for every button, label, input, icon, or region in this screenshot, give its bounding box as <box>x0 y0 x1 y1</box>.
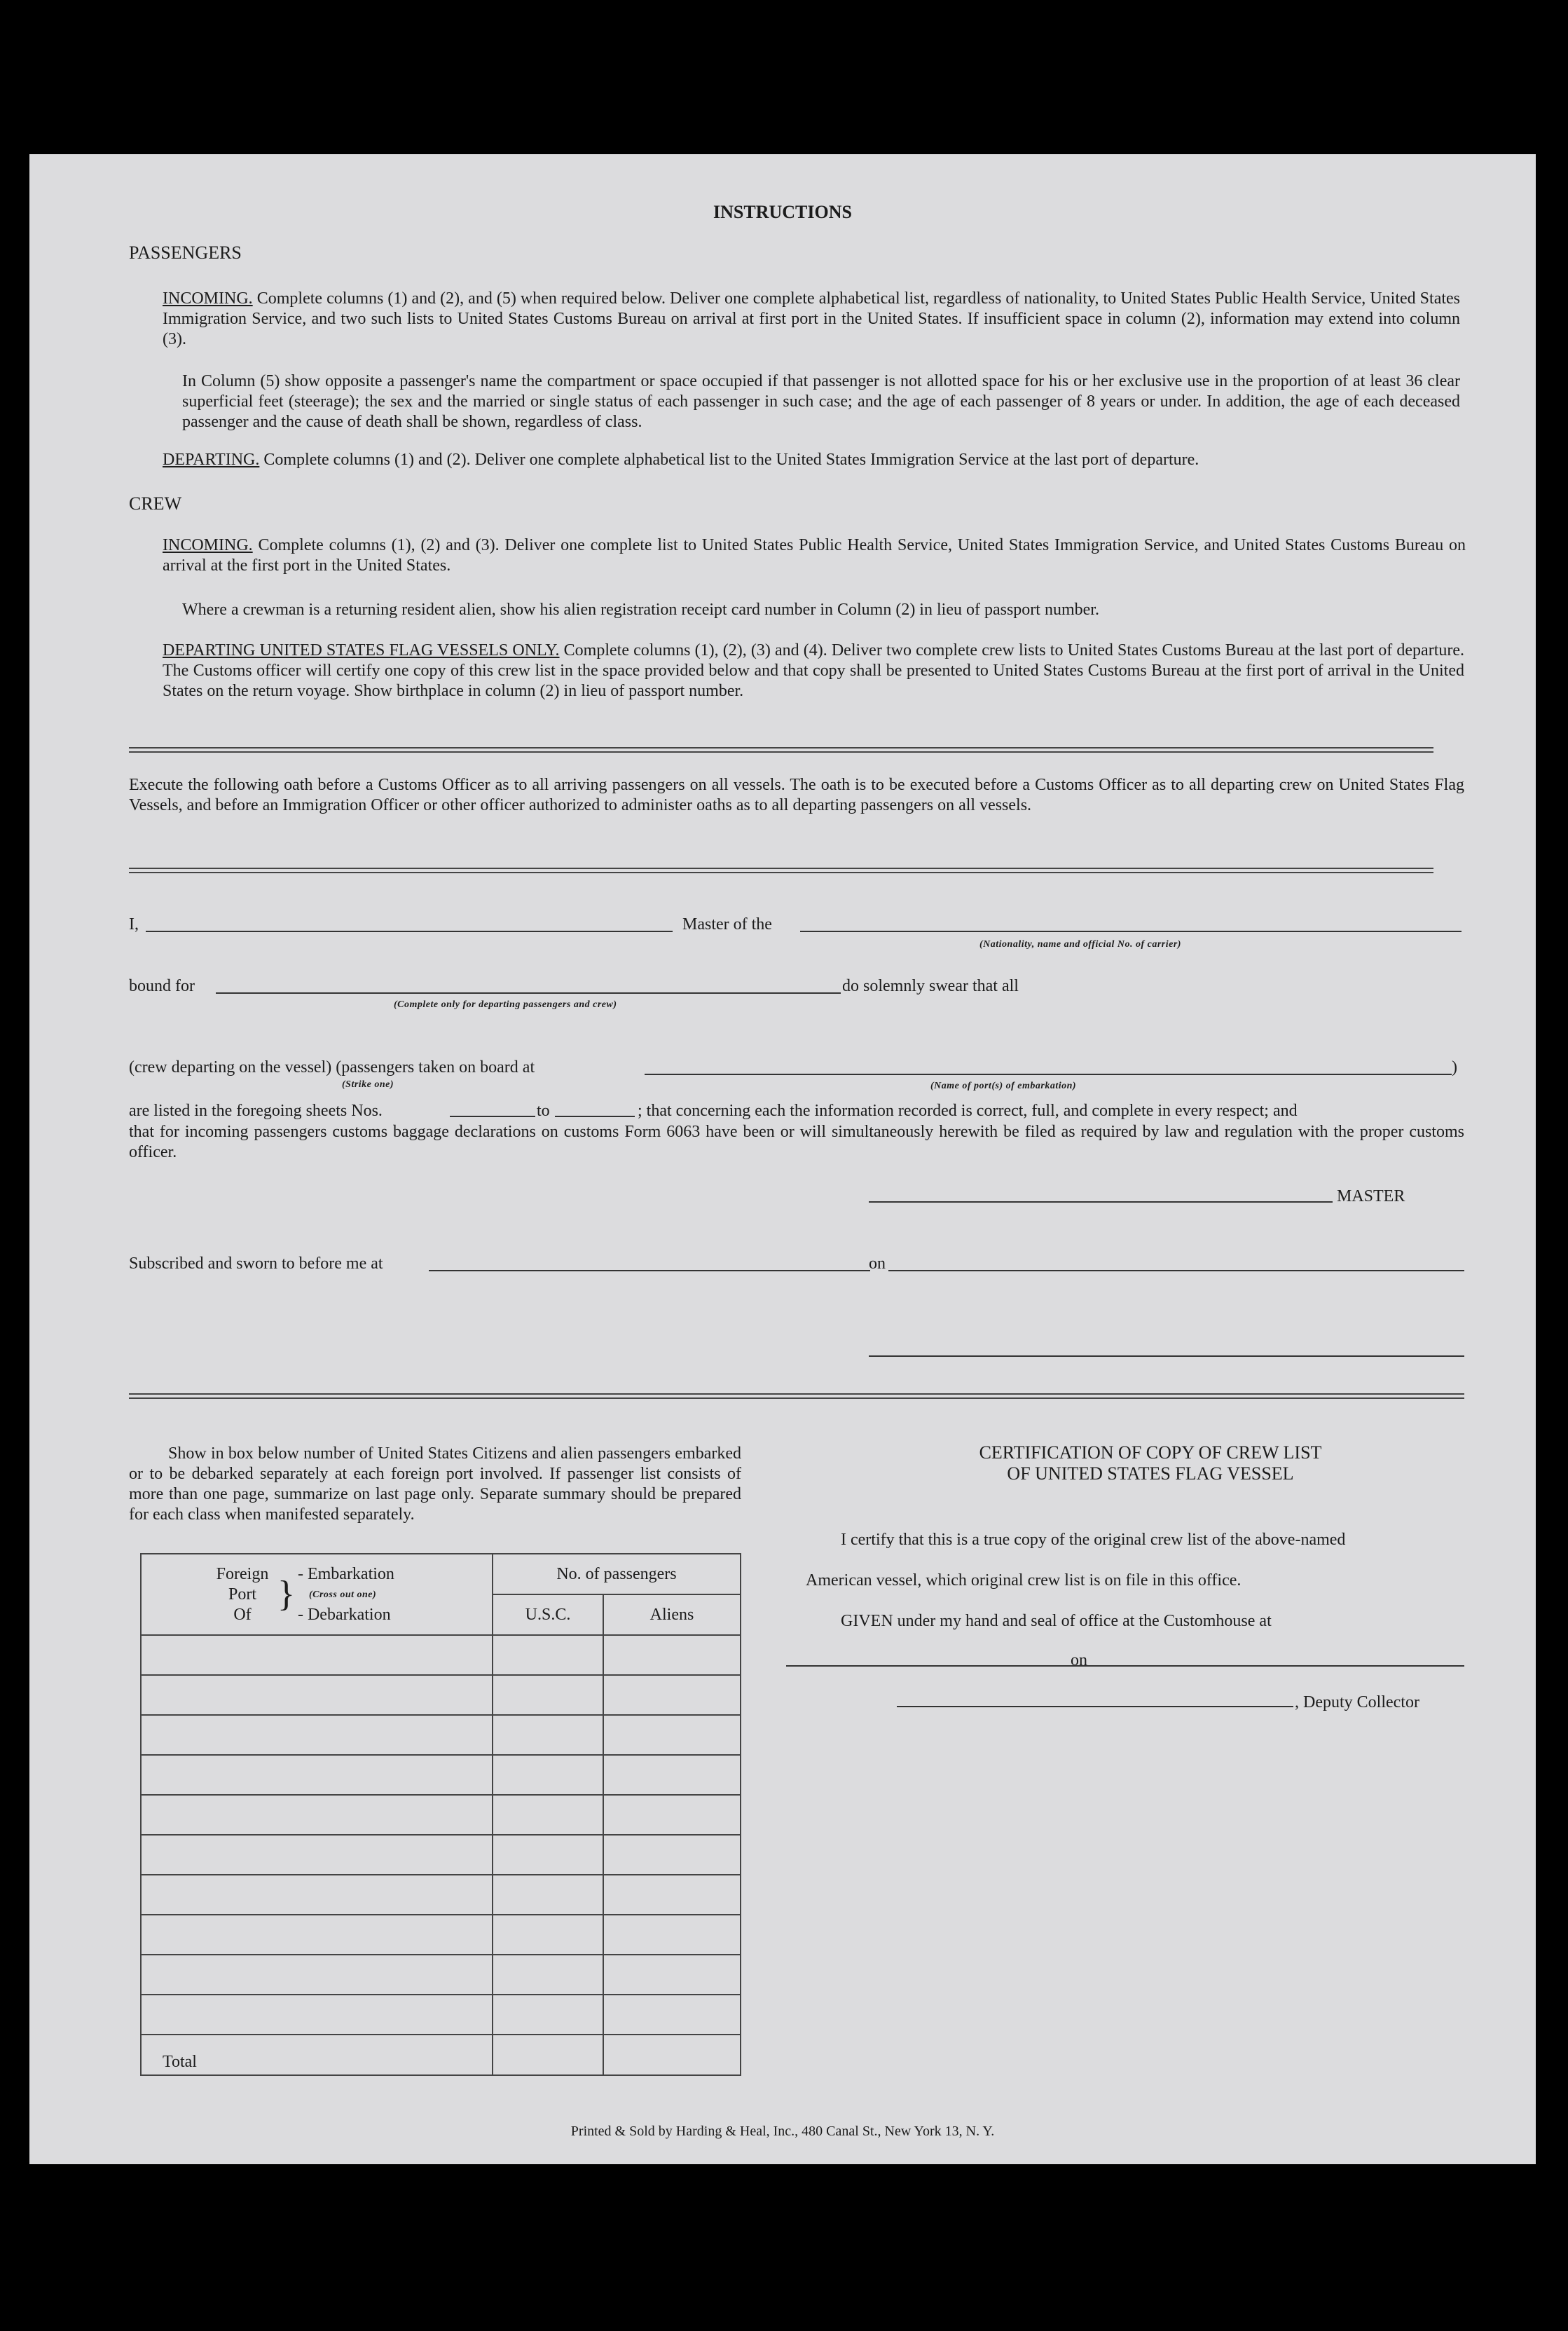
passengers-heading: PASSENGERS <box>129 242 242 263</box>
debarkation-label[interactable]: - Debarkation <box>297 1605 391 1624</box>
aliens-cell[interactable] <box>603 1995 741 2035</box>
usc-total-cell[interactable] <box>493 2035 603 2075</box>
aliens-cell[interactable] <box>603 1955 741 1995</box>
usc-cell[interactable] <box>493 1715 603 1755</box>
aliens-cell[interactable] <box>603 1635 741 1675</box>
table-row <box>141 1755 741 1795</box>
divider <box>129 868 1433 873</box>
usc-cell[interactable] <box>493 1675 603 1715</box>
aliens-cell[interactable] <box>603 1915 741 1955</box>
summary-instruction-text: Show in box below number of United States Citizens and alien passengers embarked or to be debarked separately at each foreign port involved. If passenger list consists of more than one page, summarize on last page only. Separate summary should be prepared for each class when manifested separately. <box>129 1444 741 1524</box>
port-caption: (Name of port(s) of embarkation) <box>930 1081 1077 1091</box>
passengers-incoming-lead: INCOMING. <box>163 289 253 308</box>
certification-title-line-1: CERTIFICATION OF COPY OF CREW LIST <box>979 1442 1322 1463</box>
crew-incoming-lead: INCOMING. <box>163 536 253 554</box>
bound-for-label: bound for <box>129 977 195 995</box>
strike-caption: (Strike one) <box>342 1079 394 1090</box>
passengers-incoming-paragraph <box>163 289 1460 350</box>
usc-cell[interactable] <box>493 1955 603 1995</box>
certification-on-label: on <box>1071 1651 1087 1669</box>
port-cell[interactable] <box>141 1795 493 1835</box>
form-sheet <box>29 154 1536 2164</box>
certification-line-3: GIVEN under my hand and seal of office at the Customhouse at <box>841 1612 1272 1630</box>
aliens-cell[interactable] <box>603 1795 741 1835</box>
port-cell[interactable] <box>141 1875 493 1915</box>
aliens-total-cell[interactable] <box>603 2035 741 2075</box>
usc-cell[interactable] <box>493 1755 603 1795</box>
master-of-label: Master of the <box>682 915 772 934</box>
table-row <box>141 1955 741 1995</box>
port-cell[interactable] <box>141 1635 493 1675</box>
certification-line-2: American vessel, which original crew list is on file in this office. <box>806 1571 1242 1590</box>
page-title: INSTRUCTIONS <box>713 202 852 222</box>
master-signature-field[interactable] <box>869 1201 1333 1203</box>
officer-signature-field[interactable] <box>869 1355 1464 1357</box>
port-label: Port <box>228 1585 256 1604</box>
crew-heading: CREW <box>129 493 182 514</box>
table-row <box>141 1995 741 2035</box>
deputy-collector-signature-field[interactable] <box>897 1706 1293 1707</box>
aliens-cell[interactable] <box>603 1715 741 1755</box>
total-label: Total <box>141 2035 493 2075</box>
bound-caption: (Complete only for departing passengers and crew) <box>394 999 617 1010</box>
bound-for-field[interactable] <box>216 992 841 994</box>
sworn-date-field[interactable] <box>888 1270 1464 1271</box>
carrier-field[interactable] <box>800 931 1462 932</box>
aliens-cell[interactable] <box>603 1835 741 1875</box>
port-cell[interactable] <box>141 1835 493 1875</box>
embarkation-port-field[interactable] <box>645 1074 1452 1075</box>
table-row <box>141 1715 741 1755</box>
passengers-incoming-text: Complete columns (1) and (2), and (5) when required below. Deliver one complete alphabetical list, regardless of nationality, to United States Public Health Service, United States Immigration Service, and two such lists to United States Customs Bureau on arrival at first port in the United States. If insufficient space in column (2), information may extend into column (3). <box>163 289 1461 348</box>
usc-cell[interactable] <box>493 1835 603 1875</box>
master-label: MASTER <box>1337 1187 1405 1205</box>
crew-departing-paragraph <box>163 641 1464 702</box>
divider <box>129 1393 1464 1399</box>
sheet-from-field[interactable] <box>450 1116 535 1117</box>
cross-out-caption: (Cross out one) <box>308 1589 377 1600</box>
crew-departing-lead: DEPARTING UNITED STATES FLAG VESSELS ONLY. <box>163 641 560 659</box>
foreign-port-header <box>141 1554 493 1635</box>
usc-cell[interactable] <box>493 1795 603 1835</box>
certification-title-line-2: OF UNITED STATES FLAG VESSEL <box>1007 1463 1294 1484</box>
crew-incoming-text: Complete columns (1), (2) and (3). Deliver one complete list to United States Public Health Service, United States Immigration Service, and United States Customs Bureau on arrival at the first port in the United States. <box>163 536 1466 575</box>
crew-resident-paragraph: Where a crewman is a returning resident alien, show his alien registration receipt card number in Column (2) in lieu of passport number. <box>182 601 1099 619</box>
nationality-caption: (Nationality, name and official No. of carrier) <box>979 939 1181 950</box>
total-row <box>141 2035 741 2075</box>
usc-cell[interactable] <box>493 1915 603 1955</box>
listed-rest: ; that concerning each the information recorded is correct, full, and complete in every respect; and <box>638 1102 1298 1120</box>
no-of-passengers-header: No. of passengers <box>493 1554 741 1594</box>
passengers-departing-paragraph <box>163 450 1466 470</box>
certification-date-field[interactable] <box>1092 1665 1464 1667</box>
table-row <box>141 1835 741 1875</box>
port-cell[interactable] <box>141 1755 493 1795</box>
crew-departing-text: (crew departing on the vessel) (passengers taken on board at <box>129 1058 535 1076</box>
sheet-to-field[interactable] <box>555 1116 635 1117</box>
usc-cell[interactable] <box>493 1995 603 2035</box>
port-cell[interactable] <box>141 1675 493 1715</box>
close-paren: ) <box>1452 1058 1457 1076</box>
certification-line-1: I certify that this is a true copy of the original crew list of the above-named <box>841 1531 1346 1549</box>
swear-text: do solemnly swear that all <box>842 977 1019 995</box>
usc-header: U.S.C. <box>493 1594 603 1635</box>
passengers-departing-lead: DEPARTING. <box>163 451 260 469</box>
table-row <box>141 1875 741 1915</box>
summary-instruction <box>129 1444 741 1525</box>
master-name-field[interactable] <box>146 931 673 932</box>
aliens-cell[interactable] <box>603 1675 741 1715</box>
of-label: Of <box>233 1605 252 1624</box>
sworn-place-field[interactable] <box>429 1270 870 1271</box>
aliens-cell[interactable] <box>603 1755 741 1795</box>
port-cell[interactable] <box>141 1915 493 1955</box>
usc-cell[interactable] <box>493 1635 603 1675</box>
oath-instruction: Execute the following oath before a Customs Officer as to all arriving passengers on all vessels. The oath is to be executed before a Customs Officer as to all departing crew on United States Flag Vessels, and before an Immigration Officer or other officer authorized to administer oaths as to all departing passengers on all vessels. <box>129 776 1464 814</box>
foreign-label: Foreign <box>216 1564 269 1583</box>
printer-footer: Printed & Sold by Harding & Heal, Inc., 480 Canal St., New York 13, N. Y. <box>570 2124 995 2139</box>
passengers-departing-text: Complete columns (1) and (2). Deliver one complete alphabetical list to the United States Immigration Service at the last port of departure. <box>263 451 1199 469</box>
aliens-cell[interactable] <box>603 1875 741 1915</box>
table-row <box>141 1915 741 1955</box>
port-cell[interactable] <box>141 1955 493 1995</box>
embarkation-label[interactable]: - Embarkation <box>297 1564 394 1583</box>
port-cell[interactable] <box>141 1715 493 1755</box>
subscribed-label: Subscribed and sworn to before me at <box>129 1255 383 1273</box>
listed-text-2: that for incoming passengers customs baggage declarations on customs Form 6063 have been or will simultaneously herewith be filed as required by law and regulation with the proper customs officer. <box>129 1123 1464 1161</box>
divider <box>129 747 1433 753</box>
aliens-header: Aliens <box>603 1594 741 1635</box>
passengers-column5-paragraph: In Column (5) show opposite a passenger's name the compartment or space occupied if that passenger is not allotted space for his or her exclusive use in the proportion of at least 36 clear superficial feet (steerage); the sex and the married or single status of each passenger in such case; and the age of each passenger of 8 years or under. In addition, the age of each deceased passenger and the cause of death shall be shown, regardless of class. <box>182 372 1460 431</box>
customhouse-field[interactable] <box>786 1665 1099 1667</box>
listed-label: are listed in the foregoing sheets Nos. <box>129 1102 383 1120</box>
oath-i-label: I, <box>129 915 139 934</box>
table-row <box>141 1675 741 1715</box>
table-row <box>141 1795 741 1835</box>
to-label: to <box>537 1102 550 1120</box>
usc-cell[interactable] <box>493 1875 603 1915</box>
certification-title <box>835 1442 1466 1484</box>
brace-icon: } <box>277 1574 295 1614</box>
table-row <box>141 1635 741 1675</box>
crew-departing-text: Complete columns (1), (2), (3) and (4). Deliver two complete crew lists to United States Customs Bureau at the last port of departure. The Customs officer will certify one copy of this crew list in the space provided below and that copy shall be presented to United States Customs Bureau at the first port of arrival in the United States on the return voyage. Show birthplace in column (2) in lieu of passport number. <box>163 641 1465 700</box>
crew-incoming-paragraph <box>163 535 1466 576</box>
sworn-on-label: on <box>869 1255 886 1273</box>
deputy-collector-label: , Deputy Collector <box>1295 1693 1419 1711</box>
port-cell[interactable] <box>141 1995 493 2035</box>
passenger-summary-table <box>140 1553 741 2076</box>
